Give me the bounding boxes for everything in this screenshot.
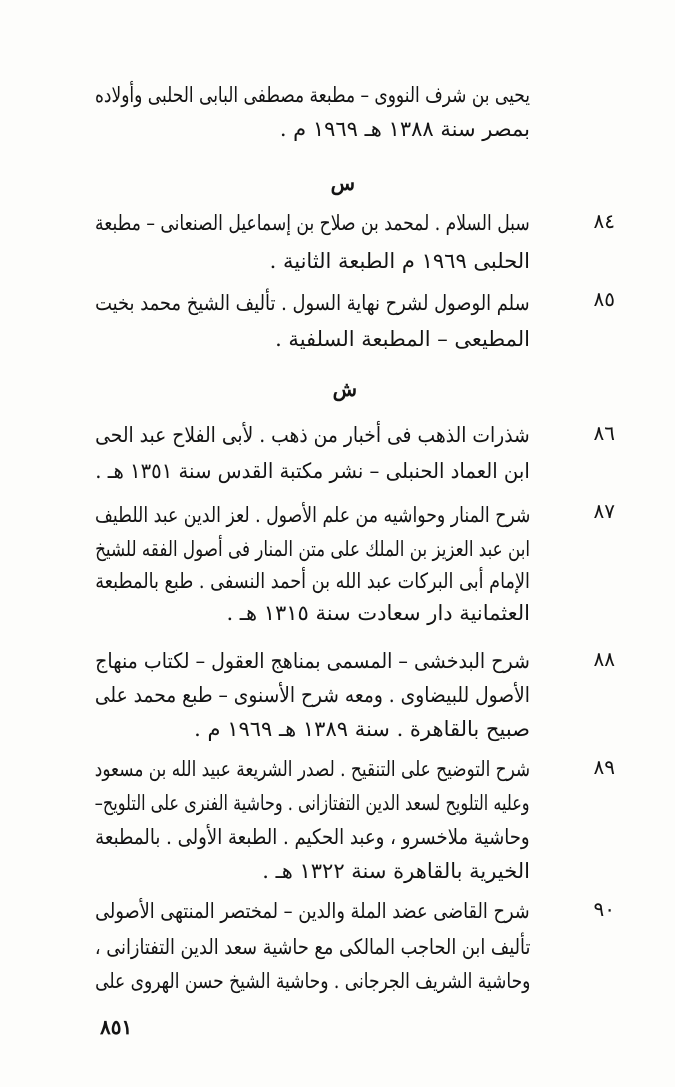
entry-number-88: ٨٨	[593, 647, 615, 671]
entry-90-line-2: تأليف ابن الحاجب المالكى مع حاشية سعد الدين التفتازانى ،	[94, 935, 530, 959]
entry-89-line-2: وعليه التلويح لسعد الدين التفتازانى . وحاشية الفنرى على التلويح–	[95, 791, 530, 815]
entry-88-line-1: شرح البدخشى – المسمى بمناهج العقول – لكتاب منهاج	[95, 649, 530, 673]
entry-84-line-2: الحلبى ١٩٦٩ م الطبعة الثانية .	[269, 249, 530, 273]
entry-90-line-3: وحاشية الشريف الجرجانى . وحاشية الشيخ حسن الهروى على	[94, 969, 530, 993]
entry-87-line-4: العثمانية دار سعادت سنة ١٣١٥ هـ .	[226, 601, 530, 625]
section-heading-sheen: ش	[332, 377, 357, 401]
entry-number-89: ٨٩	[593, 755, 615, 779]
entry-88-line-2: الأصول للبيضاوى . ومعه شرح الأسنوى – طبع محمد على	[94, 683, 530, 707]
page-number: ٨٥١	[100, 1015, 133, 1039]
entry-85-line-2: المطيعى – المطبعة السلفية .	[275, 327, 530, 351]
entry-84-line-1: سبل السلام . لمحمد بن صلاح بن إسماعيل الصنعانى – مطبعة	[95, 211, 530, 235]
entry-86-line-2: ابن العماد الحنبلى – نشر مكتبة القدس سنة ١٣٥١ هـ .	[95, 459, 530, 483]
entry-87-line-1: شرح المنار وحواشيه من علم الأصول . لعز الدين عبد اللطيف	[94, 503, 530, 527]
entry-87-line-3: الإمام أبى البركات عبد الله بن أحمد النسفى . طبع بالمطبعة	[95, 569, 530, 593]
entry-89-line-1: شرح التوضيح على التنقيح . لصدر الشريعة عبيد الله بن مسعود	[94, 757, 530, 781]
entry-89-line-3: وحاشية ملاخسرو ، وعبد الحكيم . الطبعة الأولى . بالمطبعة	[95, 825, 530, 849]
entry-number-86: ٨٦	[593, 421, 615, 445]
entry-87-line-2: ابن عبد العزيز بن الملك على متن المنار فى أصول الفقه للشيخ	[95, 537, 530, 561]
top-entry-line-2: بمصر سنة ١٣٨٨ هـ ١٩٦٩ م .	[279, 117, 530, 141]
entry-number-85: ٨٥	[593, 287, 615, 311]
entry-86-line-1: شذرات الذهب فى أخبار من ذهب . لأبى الفلاح عبد الحى	[95, 423, 530, 447]
entry-number-84: ٨٤	[593, 209, 615, 233]
entry-89-line-4: الخيرية بالقاهرة سنة ١٣٢٢ هـ .	[262, 859, 530, 883]
top-entry-line-1: يحيى بن شرف النووى – مطبعة مصطفى البابى الحلبى وأولاده	[95, 83, 530, 107]
entry-number-90: ٩٠	[593, 897, 615, 921]
entry-90-line-1: شرح القاضى عضد الملة والدين – لمختصر المنتهى الأصولى	[95, 899, 530, 923]
entry-85-line-1: سلم الوصول لشرح نهاية السول . تأليف الشيخ محمد بخيت	[95, 291, 530, 315]
section-heading-seen: س	[330, 171, 355, 195]
entry-88-line-3: صبيح بالقاهرة . سنة ١٣٨٩ هـ ١٩٦٩ م .	[194, 717, 530, 741]
entry-number-87: ٨٧	[593, 499, 615, 523]
